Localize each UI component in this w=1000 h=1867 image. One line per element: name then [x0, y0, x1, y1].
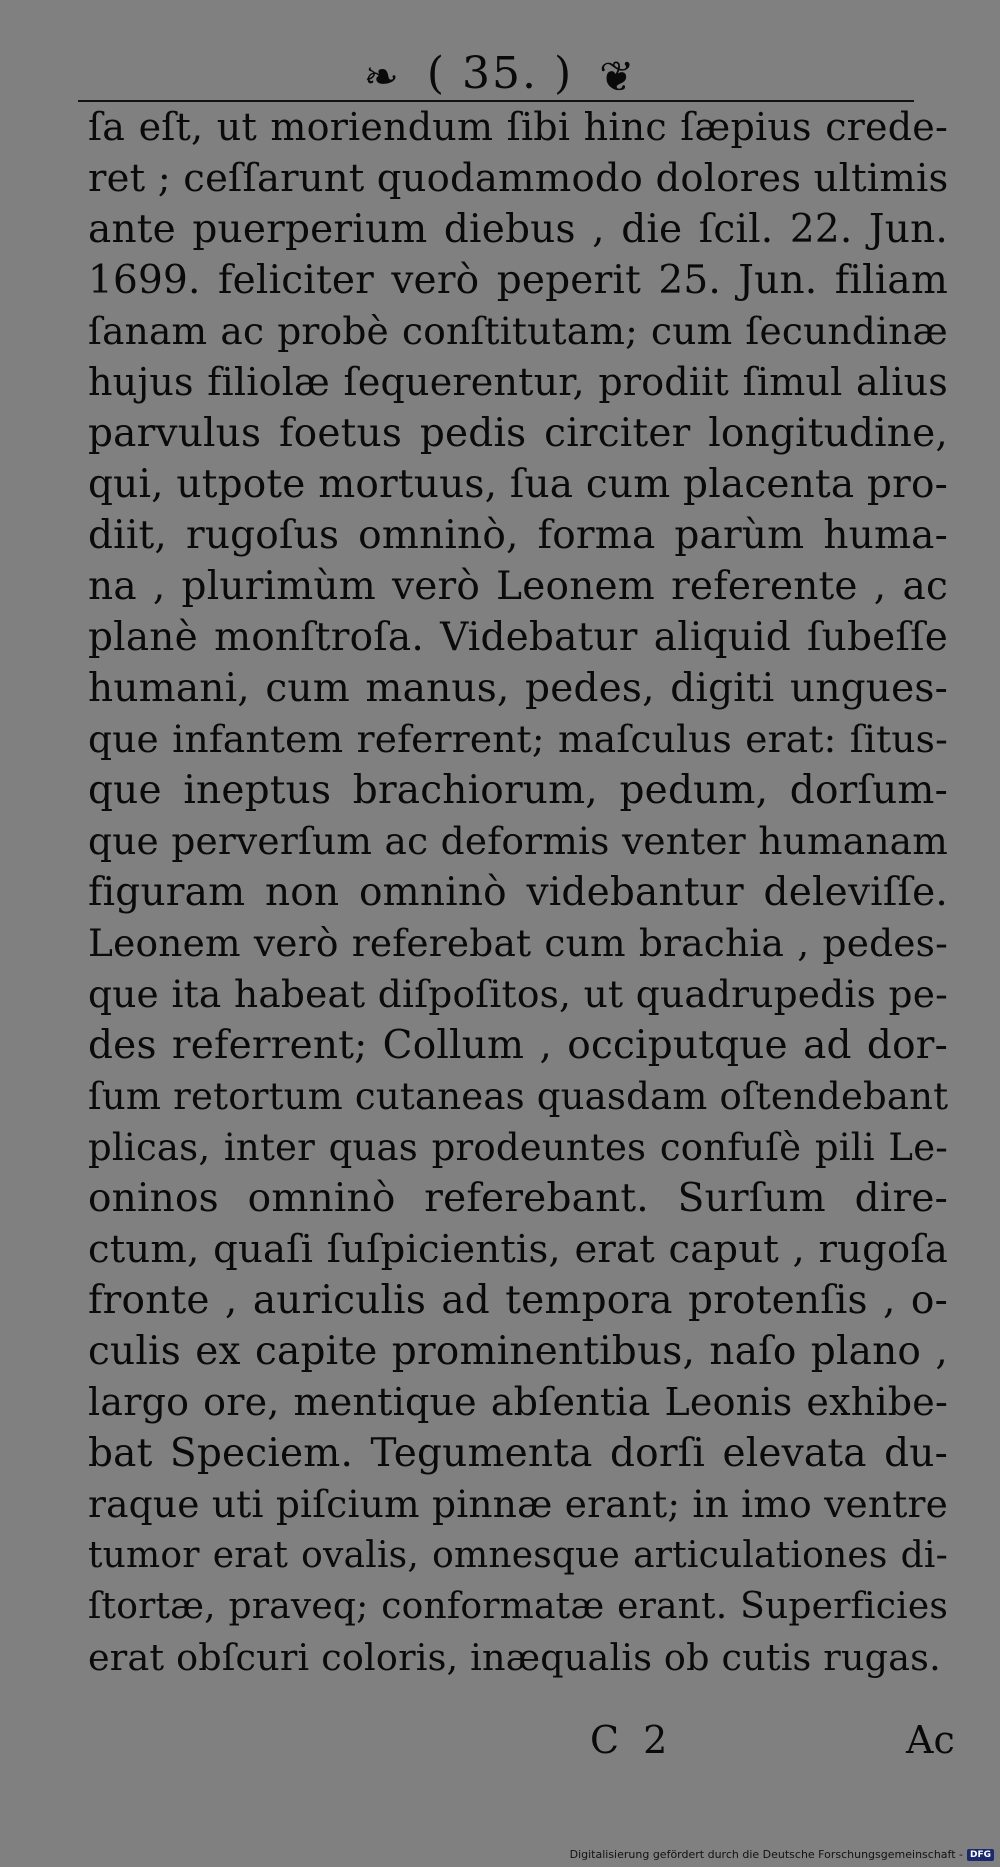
- text-line: que infantem referrent; maſculus erat: ſitus-: [88, 717, 948, 761]
- text-line: na , plurimùm verò Leonem referente , ac: [88, 564, 948, 609]
- text-line: bat Speciem. Tegumenta dorſi elevata du-: [88, 1431, 948, 1476]
- text-line: que ineptus brachiorum, pedum, dorſum-: [88, 768, 948, 813]
- text-line: erat obſcuri coloris, inæqualis ob cutis rugas.: [88, 1636, 941, 1679]
- text-line: planè monſtroſa. Videbatur aliquid ſubeſſe: [88, 615, 948, 660]
- body-text: [88, 102, 948, 1683]
- text-line: ſa eſt, ut moriendum ſibi hinc ſæpius crede-: [88, 105, 948, 149]
- catchword: Ac: [906, 1718, 955, 1762]
- text-line: parvulus foetus pedis circiter longitudine,: [88, 411, 948, 456]
- text-line: que ita habeat diſpoſitos, ut quadrupedis pe-: [88, 972, 948, 1016]
- text-line: ſtortæ, praveq; conformatæ erant. Superficies: [88, 1586, 948, 1627]
- text-line: humani, cum manus, pedes, digiti ungues-: [88, 666, 948, 711]
- text-line: raque uti piſcium pinnæ erant; in imo ventre: [88, 1482, 948, 1526]
- text-line: largo ore, mentique abſentia Leonis exhibe-: [88, 1380, 948, 1424]
- text-line: que perverſum ac deformis venter humanam: [88, 819, 948, 863]
- text-line: ſanam ac probè conſtitutam; cum ſecundinæ: [88, 309, 948, 353]
- page-number: ( 35. ): [426, 48, 574, 99]
- text-line: ſum retortum cutaneas quasdam oſtendebant: [88, 1075, 949, 1118]
- left-ornament-icon: ❧: [363, 51, 401, 101]
- digitization-credit: [570, 1847, 994, 1863]
- credit-text: Digitalisierung gefördert durch die Deutsche Forschungsgemeinschaft -: [569, 1848, 963, 1861]
- text-line: plicas, inter quas prodeuntes confuſè pili Le-: [88, 1126, 948, 1169]
- text-line: figuram non omninò videbantur deleviſſe.: [88, 870, 948, 915]
- text-line: ctum, quaſi ſuſpicientis, erat caput , rugoſa: [88, 1227, 948, 1272]
- text-line: ante puerperium diebus , die ſcil. 22. Jun.: [88, 207, 948, 252]
- text-line: qui, utpote mortuus, ſua cum placenta pro-: [88, 462, 948, 507]
- dfg-logo-icon: DFG: [967, 1849, 994, 1861]
- text-line: ret ; ceſſarunt quodammodo dolores ultimis: [88, 156, 949, 201]
- text-line: oninos omninò referebant. Surſum dire-: [88, 1176, 948, 1221]
- text-line: Leonem verò referebat cum brachia , pedes-: [88, 921, 948, 965]
- text-line: 1699. feliciter verò peperit 25. Jun. filiam: [88, 258, 948, 303]
- right-ornament-icon: ❦: [599, 51, 637, 101]
- text-line: tumor erat ovalis, omnesque articulationes di-: [88, 1535, 948, 1576]
- text-line: fronte , auriculis ad tempora protenſis , o-: [88, 1278, 948, 1323]
- signature-mark: C 2: [590, 1718, 674, 1762]
- text-line: hujus filiolæ ſequerentur, prodiit ſimul alius: [88, 360, 948, 404]
- text-line: diit, rugoſus omninò, forma parùm huma-: [88, 513, 948, 558]
- text-line: des referrent; Collum , occiputque ad dor-: [88, 1023, 948, 1068]
- page-header: [0, 44, 1000, 104]
- text-line: culis ex capite prominentibus, naſo plano ,: [88, 1329, 948, 1374]
